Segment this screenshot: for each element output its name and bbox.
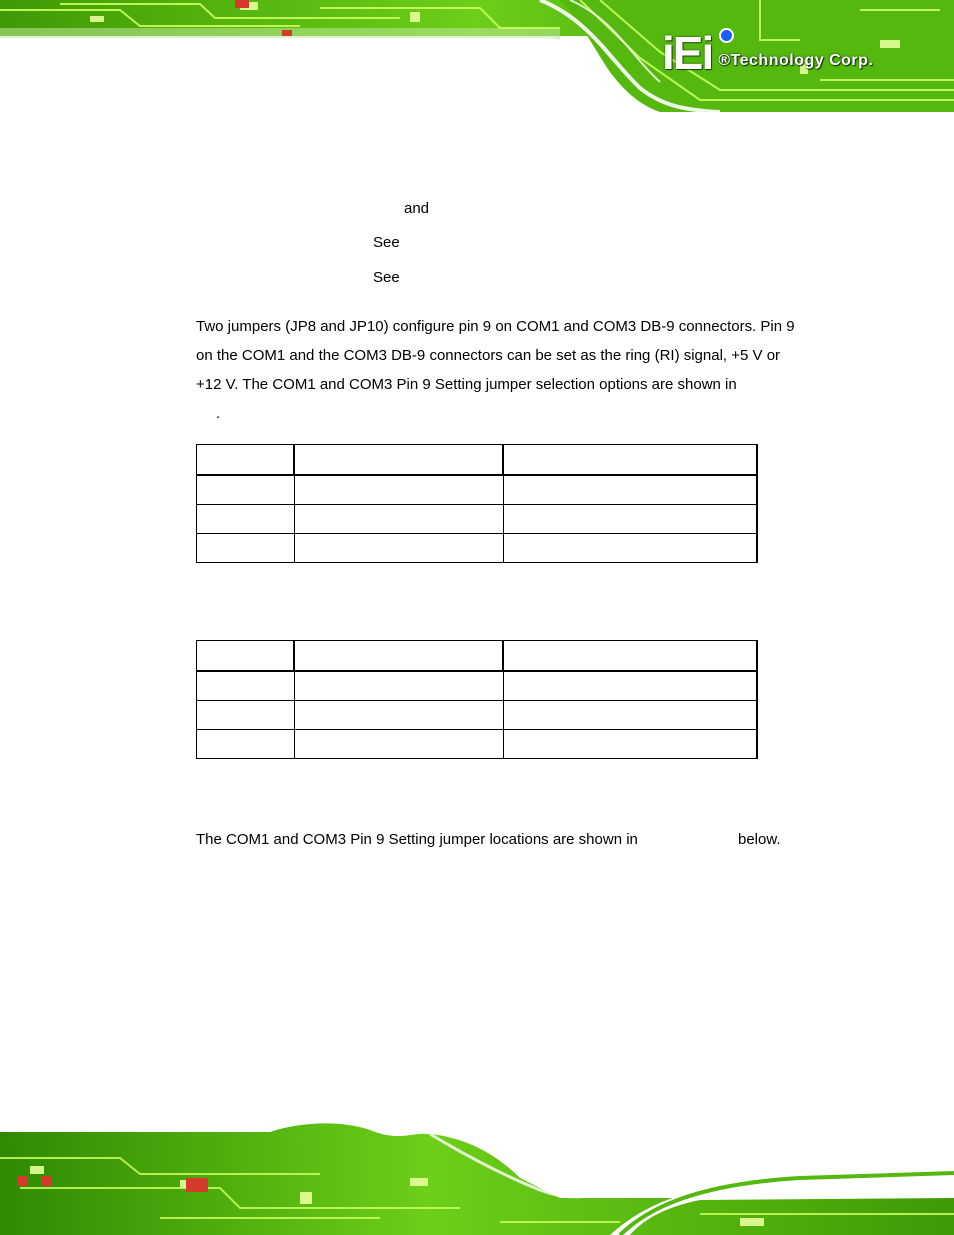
table-cell	[294, 505, 503, 534]
table-cell	[503, 534, 757, 563]
table-row	[197, 671, 758, 701]
pcb-footer-graphic	[0, 1118, 954, 1235]
table-cell	[503, 505, 757, 534]
table-cell	[197, 534, 295, 563]
table-cell	[294, 475, 503, 505]
table-cell	[197, 701, 295, 730]
paragraph-2-part-b: below.	[738, 831, 781, 848]
table-cell	[503, 445, 757, 476]
logo-mark: iEi	[662, 27, 713, 79]
text-fragment-see-2: See	[373, 269, 400, 286]
logo-text: ®Technology Corp.	[718, 52, 874, 69]
table-cell	[294, 641, 503, 672]
table-row	[197, 445, 758, 476]
jumper-table-2	[196, 640, 758, 759]
table-cell	[503, 701, 757, 730]
table-row	[197, 701, 758, 730]
logo-dot-icon	[719, 28, 734, 43]
table-row	[197, 534, 758, 563]
table-cell	[503, 671, 757, 701]
table-cell	[197, 475, 295, 505]
paragraph-2-part-a: The COM1 and COM3 Pin 9 Setting jumper locations are shown in	[196, 831, 638, 848]
table-cell	[197, 671, 295, 701]
table-row	[197, 730, 758, 759]
table-row	[197, 641, 758, 672]
table-cell	[294, 534, 503, 563]
text-fragment-and: and	[404, 200, 430, 217]
table-row	[197, 475, 758, 505]
table-cell	[294, 701, 503, 730]
footer-banner	[0, 1118, 954, 1235]
table-cell	[294, 671, 503, 701]
table-cell	[197, 445, 295, 476]
table-cell	[503, 475, 757, 505]
table-cell	[503, 641, 757, 672]
table-row	[197, 505, 758, 534]
table-cell	[197, 730, 295, 759]
table-cell	[503, 730, 757, 759]
paragraph-line-4: .	[216, 405, 221, 422]
table-cell	[294, 445, 503, 476]
company-logo	[662, 27, 874, 79]
table-cell	[197, 641, 295, 672]
jumper-table-1	[196, 444, 758, 563]
paragraph-line-1: Two jumpers (JP8 and JP10) configure pin 9 on COM1 and COM3 DB-9 connectors. Pin 9	[196, 318, 795, 335]
table-cell	[197, 505, 295, 534]
table-cell	[294, 730, 503, 759]
text-fragment-see-1: See	[373, 234, 400, 251]
paragraph-line-2: on the COM1 and the COM3 DB-9 connectors can be set as the ring (RI) signal, +5 V or	[196, 347, 781, 364]
header-banner	[0, 0, 954, 112]
paragraph-line-3: +12 V. The COM1 and COM3 Pin 9 Setting jumper selection options are shown in	[196, 376, 737, 393]
